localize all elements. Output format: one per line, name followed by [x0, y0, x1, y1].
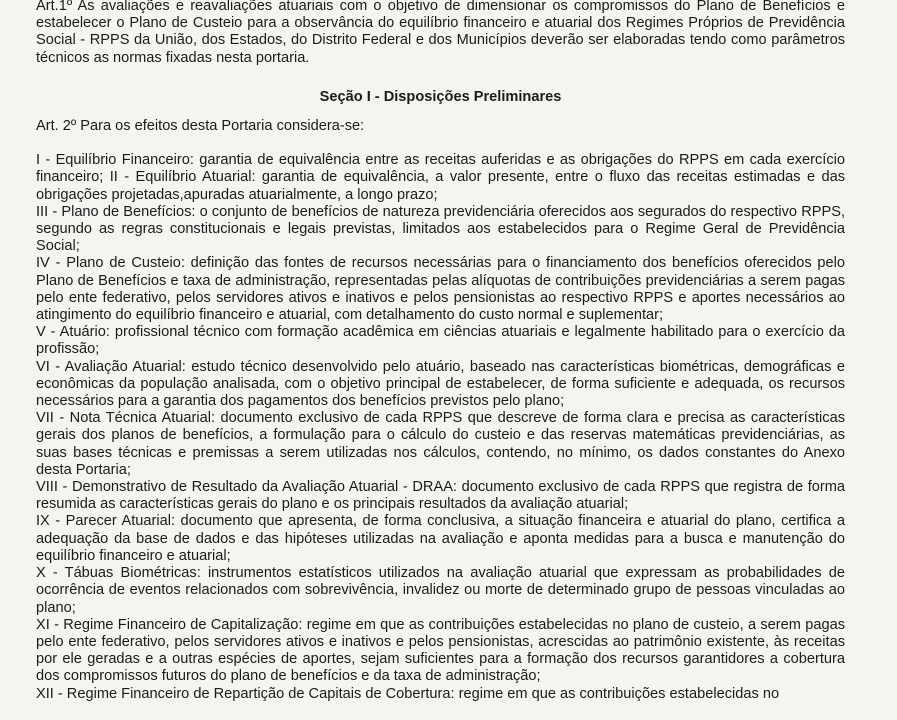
- item-v: V - Atuário: profissional técnico com formação acadêmica em ciências atuariais e legalmente habilitado para o exercício da profissão;: [36, 324, 845, 358]
- item-iv: IV - Plano de Custeio: definição das fontes de recursos necessárias para o financiamento dos benefícios oferecidos pelo Plano de Benefícios e taxa de administração, representadas pelas alíquotas de contribuições previdenciárias a serem pagas pelo ente federativo, pelos servidores ativos e inativos e pelos pensionistas ao respectivo RPPS e aportes necessários ao atingimento do equilíbrio financeiro e atuarial, com detalhamento do custo normal e suplementar;: [36, 255, 845, 324]
- item-vi: VI - Avaliação Atuarial: estudo técnico desenvolvido pelo atuário, baseado nas características biométricas, demográficas e econômicas da população analisada, com o objetivo principal de estabelecer, de forma suficiente e adequada, os recursos necessários para a garantia dos pagamentos dos benefícios previstos pelo plano;: [36, 358, 845, 410]
- item-i-ii: I - Equilíbrio Financeiro: garantia de equivalência entre as receitas auferidas e as obrigações do RPPS em cada exercício financeiro; II - Equilíbrio Atuarial: garantia de equivalência, a valor presente, entre o fluxo das receitas estimadas e das obrigações projetadas,apuradas atuarialmente, a longo prazo;: [36, 152, 845, 203]
- section-title: Seção I - Disposições Preliminares: [319, 88, 562, 105]
- item-viii: VIII - Demonstrativo de Resultado da Avaliação Atuarial - DRAA: documento exclusivo de cada RPPS que registra de forma resumida as características gerais do plano e os principais resultados da avaliação atuarial;: [36, 479, 845, 513]
- article-1: Art.1º As avaliações e reavaliações atuariais com o objetivo de dimensionar os compromissos do Plano de Benefícios e estabelecer o Plano de Custeio para a observância do equilíbrio financeiro e atuarial dos Regimes Próprios de Previdência Social - RPPS da União, dos Estados, do Distrito Federal e dos Municípios deverão ser elaboradas tendo como parâmetros técnicos as normas fixadas nesta portaria.: [36, 0, 845, 66]
- item-vii: VII - Nota Técnica Atuarial: documento exclusivo de cada RPPS que descreve de forma clara e precisa as características gerais dos planos de benefícios, a formulação para o cálculo do custeio e das reservas matemáticas previdenciárias, as suas bases técnicas e premissas a serem utilizadas nos cálculos, contendo, no mínimo, os dados constantes do Anexo desta Portaria;: [36, 410, 845, 478]
- item-iii: III - Plano de Benefícios: o conjunto de benefícios de natureza previdenciária oferecidos aos segurados do respectivo RPPS, segundo as regras constitucionais e legais previstas, limitados aos estabelecidos para o Regime Geral de Previdência Social;: [36, 203, 845, 255]
- item-xii: XII - Regime Financeiro de Repartição de Capitais de Cobertura: regime em que as contribuições estabelecidas no: [36, 685, 780, 702]
- item-ix: IX - Parecer Atuarial: documento que apresenta, de forma conclusiva, a situação financeira e atuarial do plano, certifica a adequação da base de dados e das hipóteses utilizadas na avaliação e aponta medidas para a busca e manutenção do equilíbrio financeiro e atuarial;: [36, 513, 845, 564]
- item-xi: XI - Regime Financeiro de Capitalização: regime em que as contribuições estabelecidas no plano de custeio, a serem pagas pelo ente federativo, pelos servidores ativos e inativos e pelos pensionistas, acrescidas ao patrimônio existente, às receitas por ele geradas e a outras espécies de aportes, sejam suficientes para a formação dos recursos garantidores a cobertura dos compromissos futuros do plano de benefícios e da taxa de administração;: [36, 616, 845, 685]
- item-x: X - Tábuas Biométricas: instrumentos estatísticos utilizados na avaliação atuarial que expressam as probabilidades de ocorrência de eventos relacionados com sobrevivência, invalidez ou morte de determinado grupo de pessoas vinculadas ao plano;: [36, 565, 845, 616]
- article-2: Art. 2º Para os efeitos desta Portaria considera-se:: [36, 118, 365, 135]
